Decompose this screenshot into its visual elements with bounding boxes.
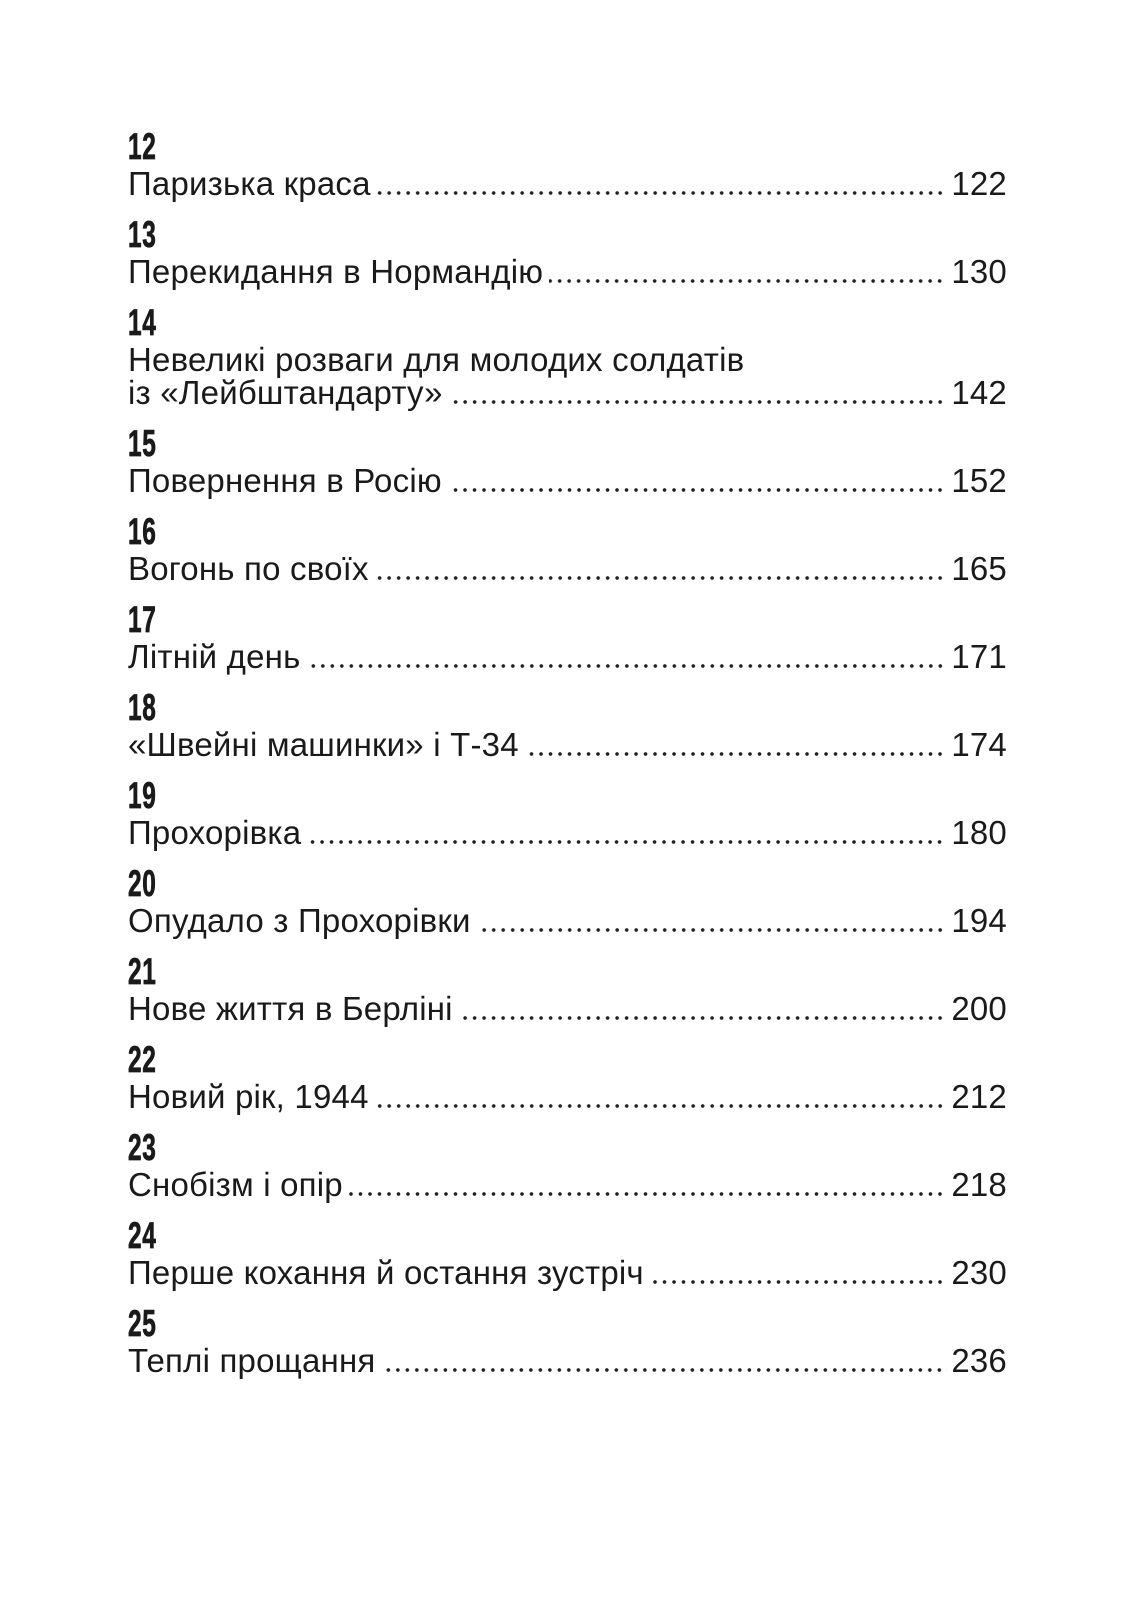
toc-entry bbox=[128, 1128, 1007, 1201]
chapter-title-text: Повернення в Росію bbox=[128, 462, 442, 499]
page-number: 171 bbox=[951, 638, 1007, 675]
chapter-title-text: Новий рік, 1944 bbox=[128, 1078, 369, 1115]
chapter-title bbox=[128, 904, 1007, 937]
chapter-number-text: 18 bbox=[128, 687, 157, 728]
chapter-number-text: 21 bbox=[128, 951, 157, 992]
page-number: 122 bbox=[951, 165, 1007, 202]
chapter-number bbox=[128, 952, 1007, 992]
page-number: 212 bbox=[951, 1078, 1007, 1115]
chapter-title-text: Літній день bbox=[128, 638, 301, 675]
chapter-number bbox=[128, 1128, 1007, 1168]
chapter-title-text: Вогонь по своїх bbox=[128, 550, 369, 587]
toc-entry bbox=[128, 1040, 1007, 1113]
chapter-title bbox=[128, 1168, 1007, 1201]
toc-entry bbox=[128, 512, 1007, 585]
chapter-title-line bbox=[128, 1168, 1007, 1201]
chapter-title-text: Опудало з Прохорівки bbox=[128, 902, 471, 939]
chapter-number bbox=[128, 776, 1007, 816]
chapter-title-text: із «Лейбштандарту» bbox=[128, 374, 443, 411]
toc-entry bbox=[128, 215, 1007, 288]
chapter-title-line bbox=[128, 376, 1007, 409]
toc-entry bbox=[128, 600, 1007, 673]
chapter-number bbox=[128, 688, 1007, 728]
chapter-number-text: 16 bbox=[128, 511, 157, 552]
chapter-title-line bbox=[128, 904, 1007, 937]
chapter-title bbox=[128, 167, 1007, 200]
chapter-title-text: Теплі прощання bbox=[128, 1342, 376, 1379]
chapter-title bbox=[128, 1256, 1007, 1289]
chapter-title-text: Прохорівка bbox=[128, 814, 302, 851]
chapter-title-line bbox=[128, 167, 1007, 200]
chapter-number-text: 14 bbox=[128, 302, 157, 343]
dot-leader bbox=[549, 279, 947, 283]
chapter-number bbox=[128, 600, 1007, 640]
chapter-number bbox=[128, 127, 1007, 167]
chapter-title-line bbox=[128, 464, 1007, 497]
chapter-number-text: 22 bbox=[128, 1039, 157, 1080]
chapter-title bbox=[128, 992, 1007, 1025]
dot-leader bbox=[525, 752, 948, 756]
chapter-title-text: Перше кохання й остання зустріч bbox=[128, 1254, 644, 1291]
page-number: 152 bbox=[951, 462, 1007, 499]
chapter-number bbox=[128, 1040, 1007, 1080]
dot-leader bbox=[477, 928, 948, 932]
chapter-title-text: Паризька краса bbox=[128, 165, 371, 202]
chapter-title bbox=[128, 1080, 1007, 1113]
chapter-number bbox=[128, 303, 1007, 343]
toc-entry bbox=[128, 424, 1007, 497]
chapter-title-line bbox=[128, 640, 1007, 673]
dot-leader bbox=[307, 664, 948, 668]
chapter-title bbox=[128, 255, 1007, 288]
page-number: 174 bbox=[951, 726, 1007, 763]
page-number: 230 bbox=[951, 1254, 1007, 1291]
chapter-title-line bbox=[128, 816, 1007, 849]
toc-entry bbox=[128, 688, 1007, 761]
page-number: 236 bbox=[951, 1342, 1007, 1379]
chapter-title bbox=[128, 816, 1007, 849]
chapter-title-line bbox=[128, 1344, 1007, 1377]
chapter-title-line bbox=[128, 728, 1007, 761]
chapter-number bbox=[128, 1304, 1007, 1344]
chapter-title bbox=[128, 640, 1007, 673]
toc-entry bbox=[128, 303, 1007, 409]
page-number: 194 bbox=[951, 902, 1007, 939]
chapter-number-text: 25 bbox=[128, 1303, 157, 1344]
dot-leader bbox=[650, 1280, 948, 1284]
dot-leader bbox=[307, 840, 947, 844]
chapter-title-line: Невеликі розваги для молодих солдатів bbox=[128, 341, 745, 378]
page-number: 130 bbox=[951, 253, 1007, 290]
dot-leader bbox=[381, 1368, 947, 1372]
chapter-number-text: 19 bbox=[128, 775, 157, 816]
chapter-number-text: 23 bbox=[128, 1127, 157, 1168]
chapter-title bbox=[128, 1344, 1007, 1377]
page-number: 165 bbox=[951, 550, 1007, 587]
chapter-number-text: 17 bbox=[128, 599, 157, 640]
chapter-number-text: 15 bbox=[128, 423, 157, 464]
chapter-number bbox=[128, 424, 1007, 464]
dot-leader bbox=[375, 576, 948, 580]
chapter-number bbox=[128, 215, 1007, 255]
toc-entry bbox=[128, 952, 1007, 1025]
chapter-title bbox=[128, 464, 1007, 497]
page-number: 218 bbox=[951, 1166, 1007, 1203]
chapter-title-line bbox=[128, 992, 1007, 1025]
page-number: 142 bbox=[951, 374, 1007, 411]
dot-leader bbox=[448, 488, 948, 492]
chapter-title-text: Нове життя в Берліні bbox=[128, 990, 453, 1027]
chapter-number bbox=[128, 864, 1007, 904]
toc-entry bbox=[128, 864, 1007, 937]
chapter-number bbox=[128, 1216, 1007, 1256]
dot-leader bbox=[377, 191, 948, 195]
chapter-number-text: 13 bbox=[128, 214, 157, 255]
chapter-title-line bbox=[128, 552, 1007, 585]
chapter-title bbox=[128, 343, 1007, 409]
chapter-title-text: Снобізм і опір bbox=[128, 1166, 343, 1203]
dot-leader bbox=[449, 400, 948, 404]
toc-entry bbox=[128, 1216, 1007, 1289]
toc-list bbox=[128, 127, 1007, 1377]
page-number: 180 bbox=[951, 814, 1007, 851]
chapter-title bbox=[128, 728, 1007, 761]
chapter-title-line bbox=[128, 1256, 1007, 1289]
page-number: 200 bbox=[951, 990, 1007, 1027]
chapter-number-text: 20 bbox=[128, 863, 157, 904]
chapter-number-text: 24 bbox=[128, 1215, 157, 1256]
chapter-number-text: 12 bbox=[128, 126, 157, 167]
chapter-title-line bbox=[128, 255, 1007, 288]
dot-leader bbox=[375, 1104, 948, 1108]
toc-entry bbox=[128, 127, 1007, 200]
toc-entry bbox=[128, 1304, 1007, 1377]
chapter-number bbox=[128, 512, 1007, 552]
chapter-title-line bbox=[128, 1080, 1007, 1113]
chapter-title bbox=[128, 552, 1007, 585]
dot-leader bbox=[349, 1192, 947, 1196]
dot-leader bbox=[459, 1016, 948, 1020]
toc-entry bbox=[128, 776, 1007, 849]
chapter-title-text: «Швейні машинки» і Т-34 bbox=[128, 726, 519, 763]
chapter-title-text: Перекидання в Нормандію bbox=[128, 253, 544, 290]
